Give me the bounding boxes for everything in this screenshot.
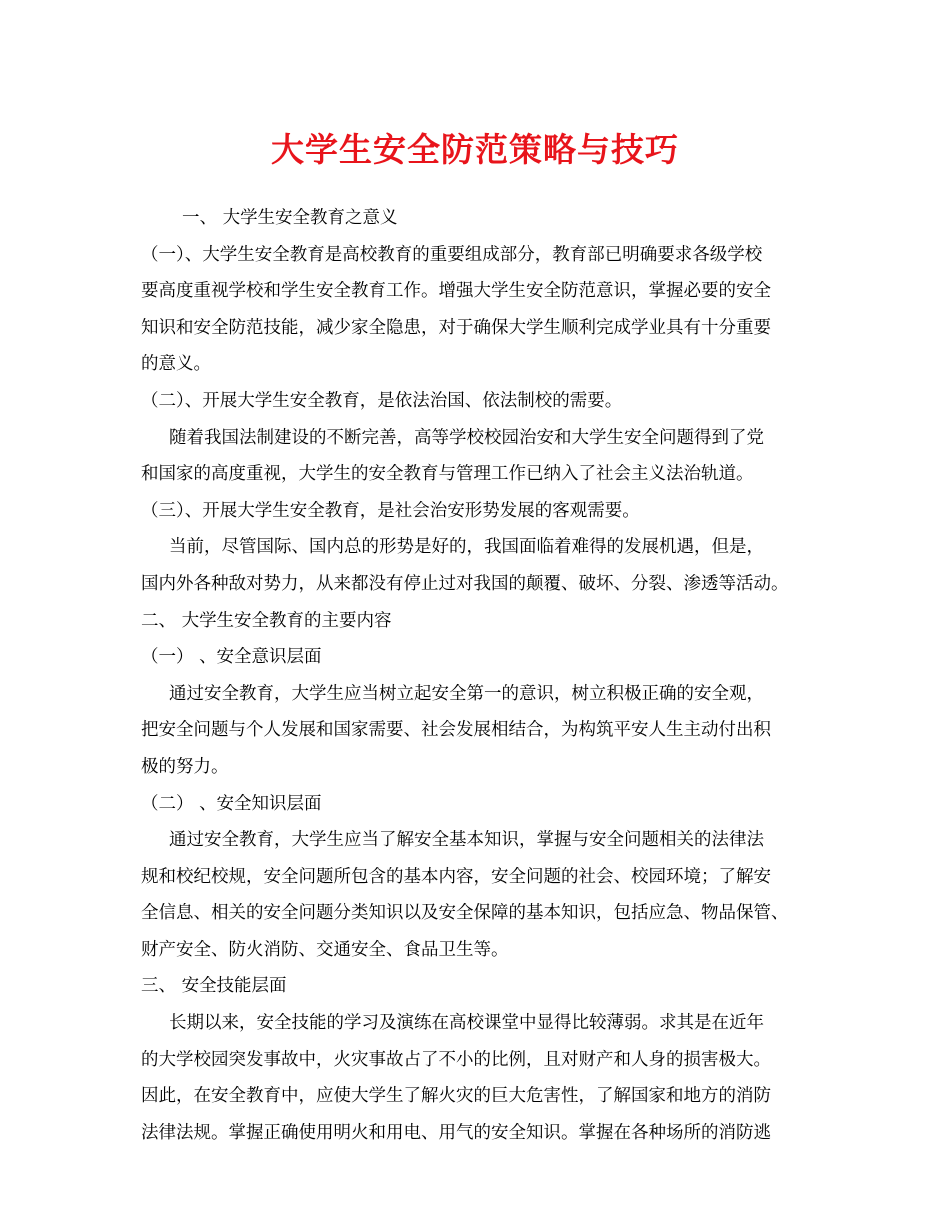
paragraph-line: 随着我国法制建设的不断完善，高等学校校园治安和大学生安全问题得到了党: [169, 427, 764, 448]
subsection-heading: （一） 、安全意识层面: [141, 647, 322, 668]
paragraph-line: 当前，尽管国际、国内总的形势是好的，我国面临着难得的发展机遇，但是，: [169, 537, 764, 558]
paragraph-line: 因此，在安全教育中，应使大学生了解火灾的巨大危害性，了解国家和地方的消防: [141, 1086, 771, 1107]
paragraph-line: 法律法规。掌握正确使用明火和用电、用气的安全知识。掌握在各种场所的消防逃: [141, 1122, 771, 1143]
paragraph-line: 的大学校园突发事故中，火灾事故占了不小的比例，且对财产和人身的损害极大。: [141, 1049, 771, 1070]
paragraph-line: 规和校纪校规，安全问题所包含的基本内容，安全问题的社会、校园环境；了解安: [141, 866, 771, 887]
section-heading-3: 三、 安全技能层面: [141, 976, 287, 997]
subsection-heading: （二） 、安全知识层面: [141, 793, 322, 814]
paragraph-line: 长期以来，安全技能的学习及演练在高校课堂中显得比较薄弱。求其是在近年: [169, 1013, 764, 1034]
paragraph-line: 通过安全教育，大学生应当了解安全基本知识，掌握与安全问题相关的法律法: [169, 830, 764, 851]
paragraph-line: 极的努力。: [141, 756, 229, 777]
paragraph-line: 全信息、相关的安全问题分类知识以及安全保障的基本知识，包括应急、物品保管、: [141, 903, 789, 924]
section-heading-2: 二、 大学生安全教育的主要内容: [141, 610, 392, 631]
paragraph-line: 通过安全教育，大学生应当树立起安全第一的意识，树立积极正确的安全观，: [169, 683, 764, 704]
paragraph-line: 的意义。: [141, 354, 211, 375]
document-title: 大学生安全防范策略与技巧: [271, 130, 679, 169]
paragraph-line: 和国家的高度重视，大学生的安全教育与管理工作已纳入了社会主义法治轨道。: [141, 464, 754, 485]
section-heading-1: 一、 大学生安全教育之意义: [182, 208, 398, 228]
paragraph-line: 要高度重视学校和学生安全教育工作。增强大学生安全防范意识，掌握必要的安全: [141, 281, 771, 302]
paragraph-line: 把安全问题与个人发展和国家需要、社会发展相结合，为构筑平安人生主动付出积: [141, 720, 771, 741]
document-body: [141, 200, 841, 1151]
paragraph-line: 知识和安全防范技能，减少家全隐患，对于确保大学生顺利完成学业具有十分重要: [141, 317, 771, 338]
subsection-heading: （三）、开展大学生安全教育，是社会治安形势发展的客观需要。: [141, 500, 640, 521]
subsection-heading: （二）、开展大学生安全教育，是依法治国、依法制校的需要。: [141, 390, 623, 411]
paragraph-line: 国内外各种敌对势力，从来都没有停止过对我国的颠覆、破坏、分裂、渗透等活动。: [141, 573, 789, 594]
paragraph-line: （一）、大学生安全教育是高校教育的重要组成部分，教育部已明确要求各级学校: [141, 244, 763, 265]
paragraph-line: 财产安全、防火消防、交通安全、食品卫生等。: [141, 939, 509, 960]
